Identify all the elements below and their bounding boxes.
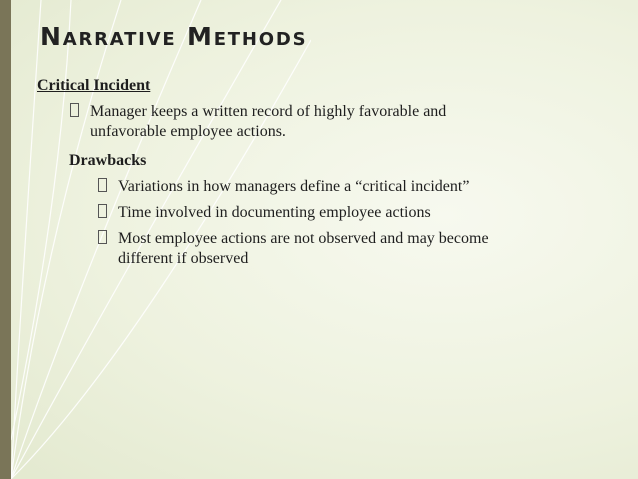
slide-title: Narrative Methods xyxy=(40,22,308,51)
drawback-item xyxy=(118,229,498,269)
drawback-item xyxy=(118,203,498,223)
bullet-text: Manager keeps a written record of highly favorable and unfavorable employee actions. xyxy=(90,103,447,140)
drawback-text: Variations in how managers define a “critical incident” xyxy=(118,178,470,195)
drawback-text: Most employee actions are not observed and may become different if observed xyxy=(118,230,489,267)
section-heading: Critical Incident xyxy=(37,77,151,94)
square-bullet-icon xyxy=(98,230,107,244)
square-bullet-icon xyxy=(98,204,107,218)
drawbacks-heading: Drawbacks xyxy=(69,152,147,169)
square-bullet-icon xyxy=(98,178,107,192)
square-bullet-icon xyxy=(70,103,79,117)
slide-content xyxy=(37,76,597,269)
left-accent-bar xyxy=(0,0,11,479)
drawback-text: Time involved in documenting employee actions xyxy=(118,204,431,221)
bullet-item xyxy=(90,102,490,142)
drawback-item xyxy=(118,177,498,197)
